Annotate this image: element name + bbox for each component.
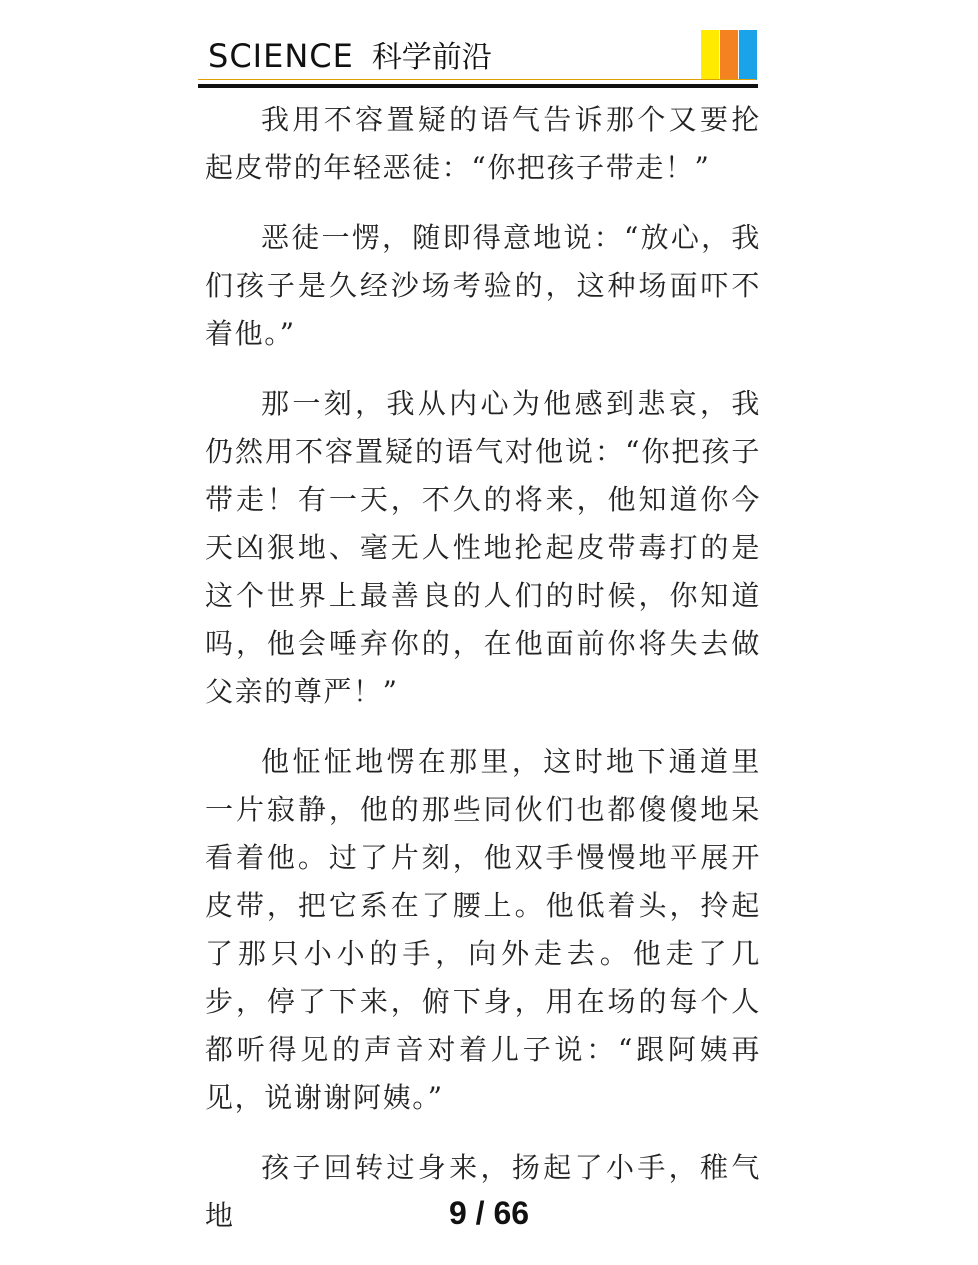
- blue-bar: [739, 30, 757, 80]
- page-header: [198, 26, 758, 90]
- header-color-bars: [701, 30, 757, 80]
- header-title-en: SCIENCE: [208, 37, 354, 75]
- orange-bar: [720, 30, 738, 80]
- paragraph-1: 我用不容置疑的语气告诉那个又要抡起皮带的年轻恶徒：“你把孩子带走！”: [205, 103, 761, 184]
- page-number: 9 / 66: [448, 1195, 530, 1231]
- header-divider-thick: [198, 84, 758, 88]
- paragraph-3: 那一刻，我从内心为他感到悲哀，我仍然用不容置疑的语气对他说：“你把孩子带走！有一天，不久的将来，他知道你今天凶狠地、毫无人性地抡起皮带毒打的是这个世界上最善良的人们的时候，你知道吗，他会唾弃你的，在他面前你将失去做父亲的尊严！”: [205, 387, 761, 708]
- paragraph-2: 恶徒一愣，随即得意地说：“放心，我们孩子是久经沙场考验的，这种场面吓不着他。”: [205, 221, 761, 350]
- yellow-bar: [701, 30, 719, 80]
- paragraph-5: 孩子回转过身来，扬起了小手，稚气地: [205, 1151, 761, 1232]
- header-title-cn: 科学前沿: [371, 40, 492, 75]
- paragraph-4: 他怔怔地愣在那里，这时地下通道里一片寂静，他的那些同伙们也都傻傻地呆看着他。过了片刻，他双手慢慢地平展开皮带，把它系在了腰上。他低着头，拎起了那只小小的手，向外走去。他走了几步，停了下来，俯下身，用在场的每个人都听得见的声音对着儿子说：“跟阿姨再见，说谢谢阿姨。”: [205, 745, 761, 1114]
- header-divider-thin: [198, 79, 756, 80]
- header-title: [208, 36, 492, 78]
- article-body: [205, 96, 761, 1262]
